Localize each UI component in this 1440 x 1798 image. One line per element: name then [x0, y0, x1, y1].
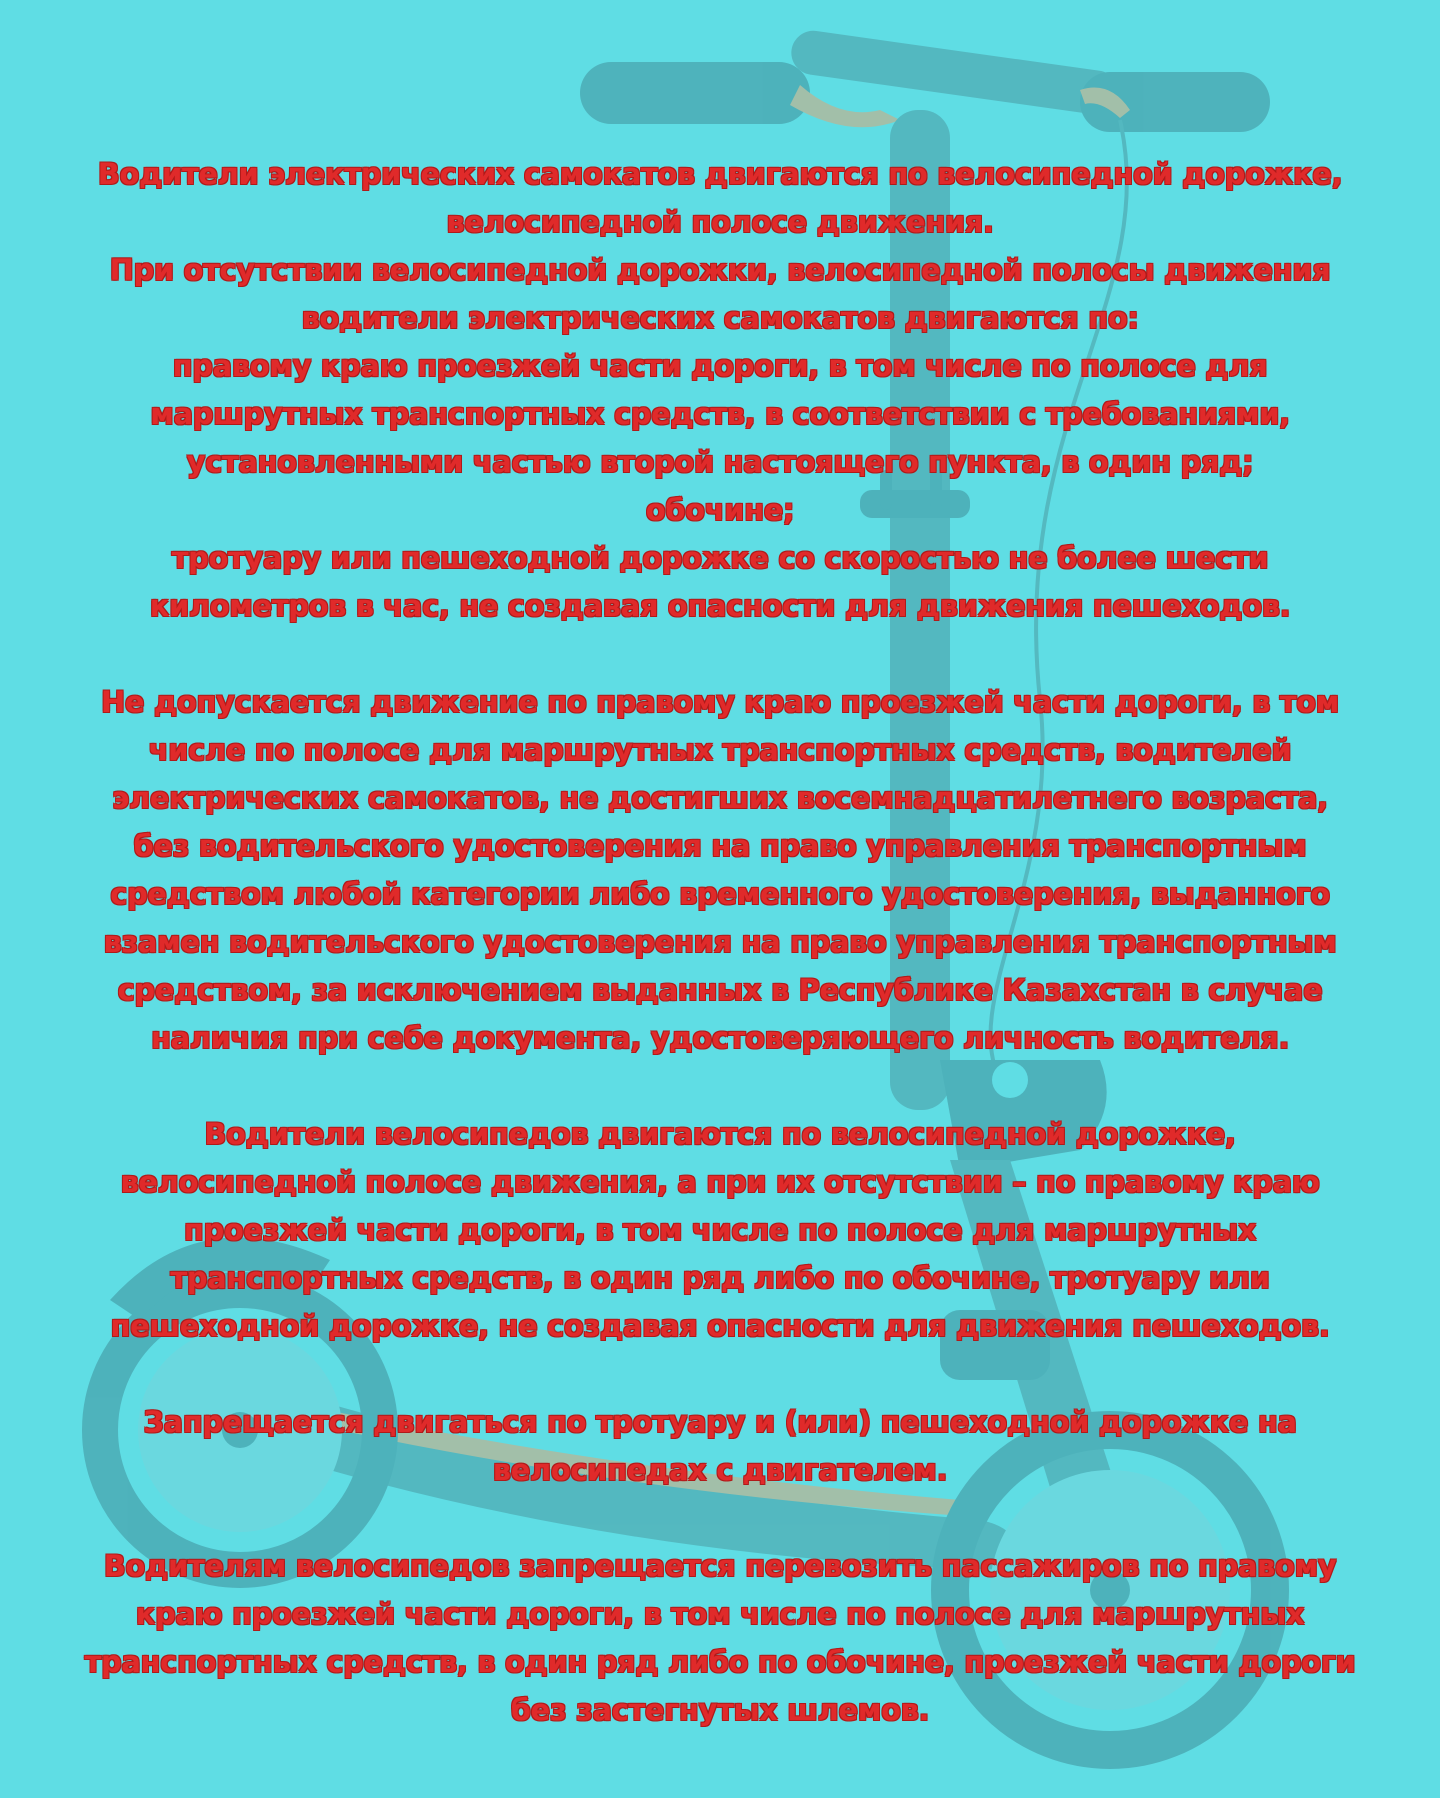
text-line: велосипедной полосе движения, а при их отсутствии – по правому краю — [120, 1165, 1320, 1199]
text-line: велосипедах с двигателем. — [492, 1453, 948, 1487]
text-line: краю проезжей части дороги, в том числе по полосе для маршрутных — [135, 1597, 1305, 1631]
paragraph-scooter-restrictions — [30, 678, 1410, 1062]
text-line: маршрутных транспортных средств, в соответствии с требованиями, — [150, 397, 1290, 431]
text-line: При отсутствии велосипедной дорожки, велосипедной полосы движения — [109, 253, 1331, 287]
handlebar — [788, 28, 1121, 117]
text-line: установленными частью второй настоящего пункта, в один ряд; — [186, 445, 1254, 479]
text-line: проезжей части дороги, в том числе по полосе для маршрутных — [183, 1213, 1257, 1247]
left-grip — [580, 62, 810, 124]
text-line: обочине; — [645, 493, 795, 527]
text-line: транспортных средств, в один ряд либо по обочине, проезжей части дороги — [84, 1645, 1356, 1679]
paragraph-motor-bicycles — [30, 1398, 1410, 1494]
text-line: километров в час, не создавая опасности для движения пешеходов. — [149, 589, 1291, 623]
rules-text — [30, 150, 1410, 1734]
text-line: тротуару или пешеходной дорожке со скоростью не более шести — [171, 541, 1269, 575]
text-line: велосипедной полосе движения. — [446, 205, 994, 239]
text-line: Водителям велосипедов запрещается перевозить пассажиров по правому — [103, 1549, 1337, 1583]
text-line: средством любой категории либо временного удостоверения, выданного — [110, 877, 1330, 911]
text-line: Водители велосипедов двигаются по велосипедной дорожке, — [204, 1117, 1236, 1151]
text-line: взамен водительского удостоверения на право управления транспортным — [103, 925, 1337, 959]
text-line: средством, за исключением выданных в Республике Казахстан в случае — [117, 973, 1323, 1007]
text-line: Запрещается двигаться по тротуару и (или) пешеходной дорожке на — [143, 1405, 1297, 1439]
text-line: без водительского удостоверения на право управления транспортным — [133, 829, 1307, 863]
text-line: Водители электрических самокатов двигаются по велосипедной дорожке, — [97, 157, 1343, 191]
text-line: транспортных средств, в один ряд либо по обочине, тротуару или — [170, 1261, 1270, 1295]
paragraph-scooter-lanes — [30, 150, 1410, 630]
paragraph-passengers-helmets — [30, 1542, 1410, 1734]
text-line: электрических самокатов, не достигших восемнадцатилетнего возраста, — [112, 781, 1328, 815]
text-line: правому краю проезжей части дороги, в том числе по полосе для — [172, 349, 1268, 383]
text-line: наличия при себе документа, удостоверяющего личность водителя. — [150, 1021, 1290, 1055]
brake-lever — [790, 85, 900, 127]
text-line: водители электрических самокатов двигаются по: — [301, 301, 1139, 335]
paragraph-bicycle-lanes — [30, 1110, 1410, 1350]
text-line: Не допускается движение по правому краю проезжей части дороги, в том — [101, 685, 1339, 719]
text-line: числе по полосе для маршрутных транспортных средств, водителей — [148, 733, 1292, 767]
text-line: пешеходной дорожке, не создавая опасности для движения пешеходов. — [110, 1309, 1330, 1343]
text-line: без застегнутых шлемов. — [510, 1693, 930, 1727]
